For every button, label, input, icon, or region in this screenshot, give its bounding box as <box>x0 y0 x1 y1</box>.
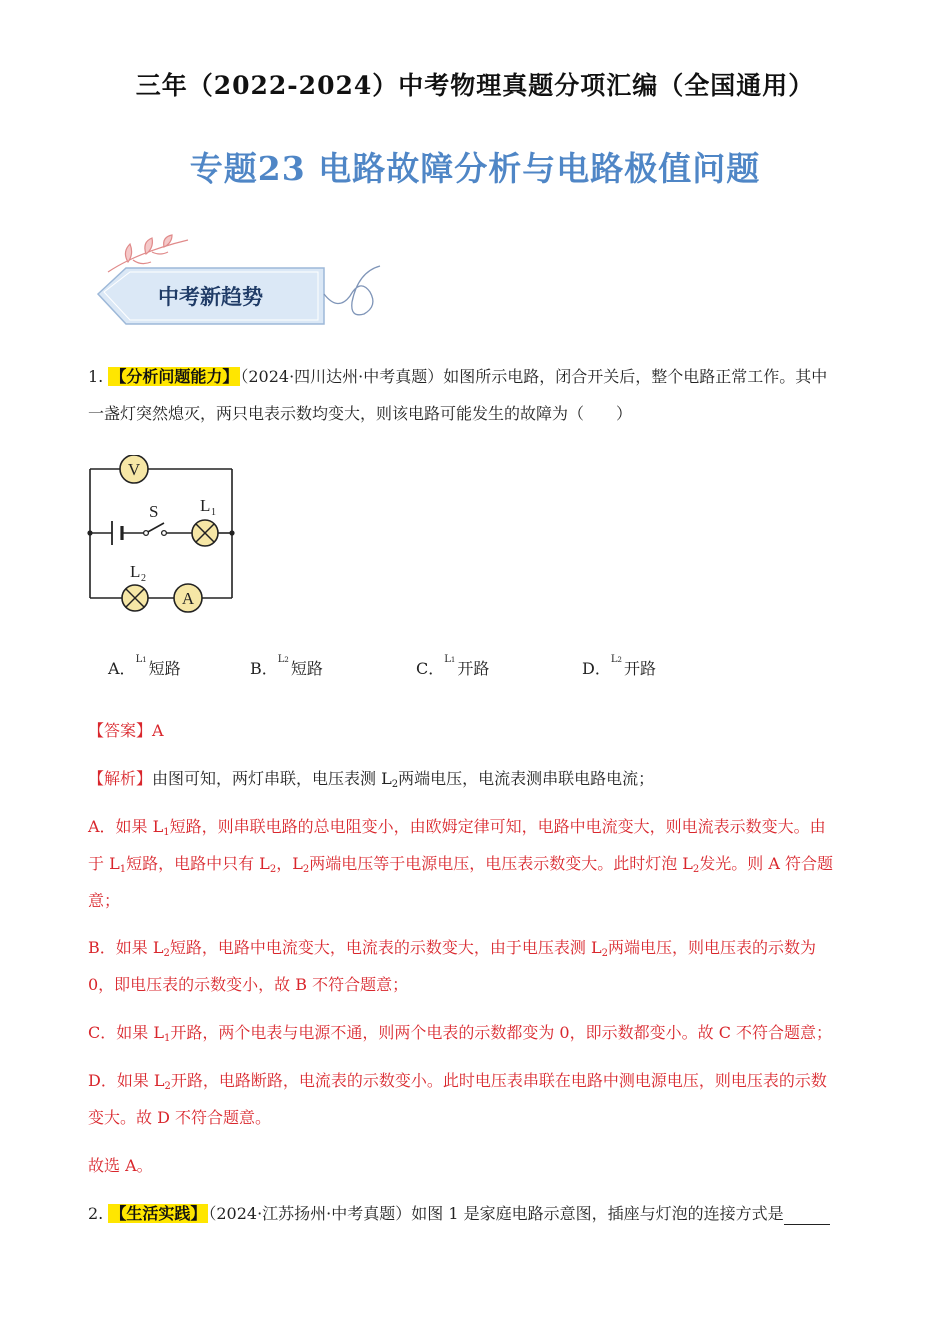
option-a-lamp: L1 <box>135 654 147 665</box>
switch-label: S <box>149 502 159 521</box>
q1-tag: 【分析问题能力】 <box>110 367 239 386</box>
ammeter-label: A <box>181 589 195 608</box>
ammeter-icon <box>174 584 202 612</box>
q1-stem1: 如图所示电路，闭合开关后，整个电路正常工作。其中 <box>443 367 828 386</box>
q1-source: （2024·四川达州·中考真题） <box>240 367 444 386</box>
analysis-b-line2: 0，即电压表的示数变小，故 B 不符合题意； <box>88 975 409 994</box>
q2-tag: 【生活实践】 <box>110 1204 207 1223</box>
option-b-lamp: L2 <box>277 654 289 665</box>
analysis-a-line1: A．如果 L1短路，则串联电路的总电阻变小，由欧姆定律可知，电路中电流变大，则电流表示数变大。由 <box>88 817 826 838</box>
option-b[interactable]: B．$^{L2}$ 短路 <box>250 654 323 678</box>
lamp-l1-icon <box>192 520 218 546</box>
q2-stem <box>88 1203 863 1225</box>
lamp1-sub: 1 <box>211 507 216 518</box>
topic-title: 专题23 电路故障分析与电路极值问题 <box>189 149 761 188</box>
answer-value: A <box>152 721 164 740</box>
leaf-sprig-icon <box>108 235 188 272</box>
lamp-l2-icon <box>122 585 148 611</box>
analysis-a-line3: 意； <box>88 891 121 910</box>
option-a[interactable]: A．$^{L1}$ 短路 <box>108 654 181 678</box>
circuit-diagram <box>82 455 247 615</box>
q1-stem-line2: 一盏灯突然熄灭，两只电表示数均变大，则该电路可能发生的故障为（ ） <box>88 404 633 423</box>
lamp1-label: L <box>200 496 211 515</box>
analysis-b-line1: B．如果 L2短路，电路中电流变大，电流表的示数变大，由于电压表测 L2两端电压，则电压表的示数为 <box>88 938 816 959</box>
analysis-label: 【解析】 <box>88 769 153 788</box>
analysis-c-line1: C．如果 L1开路，两个电表与电源不通，则两个电表的示数都变为 0，即示数都变小。故 C 不符合题意； <box>88 1023 833 1044</box>
voltmeter-label: V <box>127 460 141 479</box>
q1-number: 1. <box>88 367 104 386</box>
q1-stem-line1 <box>88 366 863 388</box>
option-d-lamp: L2 <box>610 654 622 665</box>
option-c-lamp: L1 <box>444 654 456 665</box>
analysis-a-line2: 于 L1短路，电路中只有 L2，L2两端电压等于电源电压，电压表示数变大。此时灯泡 L2发光。则 A 符合题 <box>88 854 834 875</box>
q2-source: （2024·江苏扬州·中考真题） <box>208 1204 412 1223</box>
answer-line <box>88 720 863 742</box>
analysis-d-line2: 变大。故 D 不符合题意。 <box>88 1108 272 1127</box>
analysis-d-line1: D．如果 L2开路，电路断路，电流表的示数变小。此时电压表串联在电路中测电源电压，则电压表的示数 <box>88 1071 827 1092</box>
q2-answer-blank[interactable] <box>784 1208 830 1225</box>
q2-number: 2. <box>88 1204 104 1223</box>
string-curve <box>324 266 380 315</box>
option-c[interactable]: C．$^{L1}$ 开路 <box>416 654 490 678</box>
q2-stem-text: 如图 1 是家庭电路示意图，插座与灯泡的连接方式是 <box>411 1204 784 1223</box>
analysis-conclusion: 故选 A。 <box>88 1156 153 1175</box>
answer-label: 【答案】 <box>88 721 153 740</box>
analysis-intro: 【解析】由图可知，两灯串联，电压表测 L2两端电压，电流表测串联电路电流； <box>88 769 655 790</box>
document-title: 三年（2022-2024）中考物理真题分项汇编（全国通用） <box>135 71 815 100</box>
banner-label: 中考新趋势 <box>158 285 263 309</box>
lamp2-sub: 2 <box>141 573 146 584</box>
option-d[interactable]: D．$^{L2}$ 开路 <box>582 654 656 678</box>
lamp2-label: L <box>130 562 141 581</box>
voltmeter-icon <box>120 455 148 483</box>
